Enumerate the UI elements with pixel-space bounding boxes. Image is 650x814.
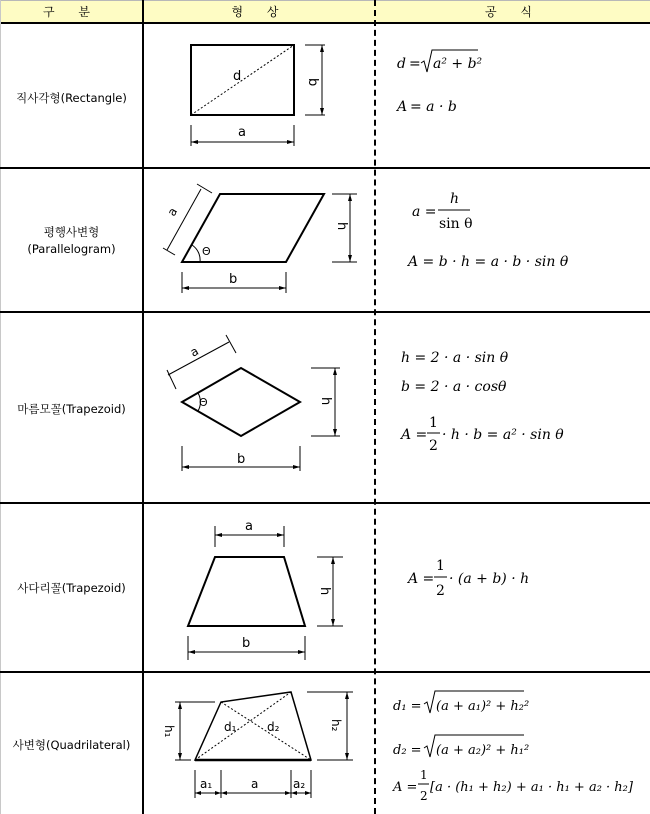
quadrilateral-diagram xyxy=(145,673,375,814)
formula-area-rhs: · (a + b) · h xyxy=(449,571,530,587)
table-header xyxy=(0,0,650,24)
formula-d1-lhs: d₁ = xyxy=(393,699,422,714)
row-label-rectangle: 직사각형(Rectangle) xyxy=(16,91,127,105)
header-shape: 형 상 xyxy=(231,5,289,19)
label-a: a xyxy=(245,519,253,534)
formula-d2-radicand: (a + a₂)² + h₁² xyxy=(436,743,530,758)
formula-area-rhs: · h · b = a² · sin θ xyxy=(442,427,564,443)
label-theta: Θ xyxy=(202,245,211,258)
formula-area-rhs: = a · b xyxy=(410,99,457,115)
trapezoid-formulas xyxy=(378,504,650,671)
parallelogram-diagram xyxy=(145,169,375,311)
label-a: a xyxy=(164,205,181,219)
label-a: a xyxy=(238,125,246,140)
formula-a-denominator: sin θ xyxy=(439,216,473,232)
header-category: 구 분 xyxy=(43,5,100,19)
formula-diagonal-lhs: d xyxy=(397,56,406,72)
label-b: b xyxy=(242,636,251,651)
rhombus-formulas xyxy=(378,313,650,502)
formula-area-lhs: A xyxy=(397,99,408,115)
label-d1: d₁ xyxy=(224,720,237,734)
trapezoid-diagram xyxy=(145,504,375,671)
label-h1: h₁ xyxy=(162,725,176,738)
label-english: (Parallelogram) xyxy=(27,242,116,256)
formula-area-denominator: 2 xyxy=(436,583,445,599)
rectangle-diagram xyxy=(145,26,375,167)
label-b: b xyxy=(237,452,246,467)
label-theta: Θ xyxy=(199,396,208,409)
formula-area-rhs: [a · (h₁ + h₂) + a₁ · h₁ + a₂ · h₂] xyxy=(430,780,633,795)
formula-h: h = 2 · a · sin θ xyxy=(401,350,509,366)
formula-area-denominator: 2 xyxy=(429,438,438,454)
formula-area-numerator: 1 xyxy=(420,768,428,782)
label-a: a xyxy=(251,777,259,791)
label-h: h xyxy=(318,397,333,406)
formula-diagonal-radicand: a² + b² xyxy=(433,56,483,72)
formula-area-lhs: A = xyxy=(408,571,435,587)
rectangle-formulas xyxy=(378,26,650,167)
formula-diagonal-eq: = xyxy=(409,56,421,72)
row-label-trapezoid: 사다리꼴(Trapezoid) xyxy=(17,581,126,595)
row-label-rhombus: 마름모꼴(Trapezoid) xyxy=(17,402,126,416)
label-korean: 평행사변형 xyxy=(43,225,100,239)
formula-area-numerator: 1 xyxy=(429,415,438,431)
rhombus-diagram xyxy=(145,313,375,502)
formula-area-lhs: A = xyxy=(401,427,428,443)
formula-d1-radicand: (a + a₁)² + h₂² xyxy=(436,699,530,714)
header-formula: 공 식 xyxy=(485,5,542,19)
formula-area-lhs: A = xyxy=(393,780,418,795)
row-label-parallelogram xyxy=(0,224,143,258)
quadrilateral-formulas xyxy=(378,673,650,814)
label-b: b xyxy=(305,78,320,87)
label-h2: h₂ xyxy=(329,719,343,732)
parallelogram-formulas xyxy=(378,169,650,311)
formula-a-lhs: a = xyxy=(412,204,437,220)
label-d: d xyxy=(233,69,242,84)
label-h: h xyxy=(334,222,349,231)
label-h: h xyxy=(317,587,332,596)
formula-b: b = 2 · a · cosθ xyxy=(401,379,507,395)
label-b: b xyxy=(229,272,238,287)
formula-d2-lhs: d₂ = xyxy=(393,743,422,758)
formula-area-denominator: 2 xyxy=(420,789,428,803)
label-d2: d₂ xyxy=(267,720,280,734)
formula-area-numerator: 1 xyxy=(436,558,445,574)
row-label-quadrilateral: 사변형(Quadrilateral) xyxy=(12,738,131,752)
label-a: a xyxy=(187,343,201,360)
label-a1: a₁ xyxy=(200,777,213,791)
label-a2: a₂ xyxy=(293,777,306,791)
formula-area: A = b · h = a · b · sin θ xyxy=(408,254,569,270)
formula-a-numerator: h xyxy=(450,191,460,207)
